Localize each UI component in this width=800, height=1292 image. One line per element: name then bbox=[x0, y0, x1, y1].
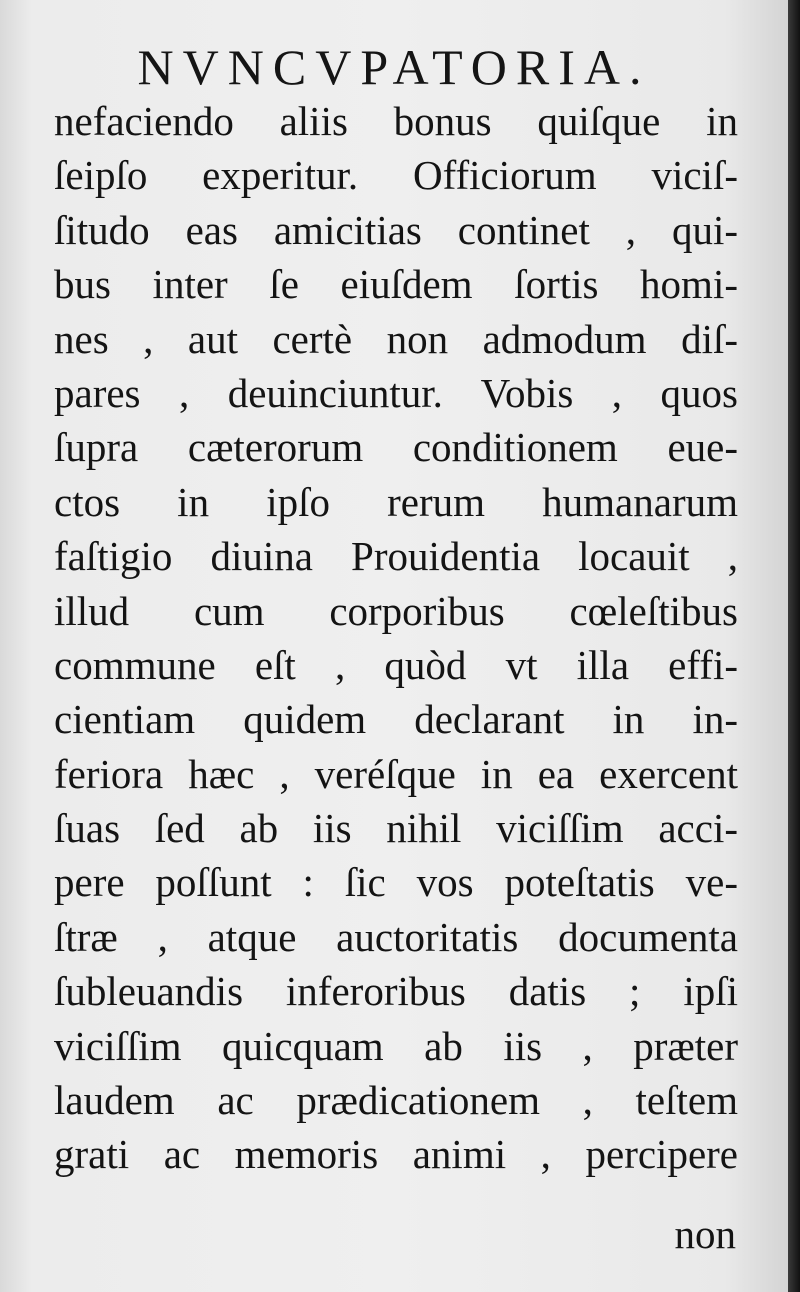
text-line: nes , aut certè non admodum diſ- bbox=[54, 315, 738, 362]
catchword: non bbox=[674, 1211, 736, 1257]
spine-edge bbox=[788, 0, 800, 1292]
text-line: ſitudo eas amicitias continet , qui- bbox=[54, 206, 738, 253]
text-line: illud cum corporibus cœleſtibus bbox=[54, 587, 738, 634]
text-line: ſtræ , atque auctoritatis documenta bbox=[54, 913, 738, 960]
text-line: pares , deuinciuntur. Vobis , quos bbox=[54, 369, 738, 416]
text-line: viciſſim quicquam ab iis , præter bbox=[54, 1022, 738, 1069]
running-head: NVNCVPATORIA. bbox=[137, 39, 651, 95]
text-line: pere poſſunt : ſic vos poteſtatis ve- bbox=[54, 859, 738, 906]
text-line: cientiam quidem declarant in in- bbox=[54, 696, 738, 743]
text-line: laudem ac prædicationem , teſtem bbox=[54, 1077, 738, 1124]
text-line: bus inter ſe eiuſdem ſortis homi- bbox=[54, 261, 738, 308]
text-line: commune eſt , quòd vt illa effi- bbox=[54, 641, 738, 688]
text-line: nefaciendo aliis bonus quiſque in bbox=[54, 98, 738, 144]
text-line: ctos in ipſo rerum humanarum bbox=[54, 478, 738, 525]
body-text bbox=[54, 94, 738, 1182]
text-line: ſuas ſed ab iis nihil viciſſim acci- bbox=[54, 805, 738, 852]
text-line: feriora hæc , veréſque in ea exercent bbox=[54, 750, 738, 797]
text-line: ſupra cæterorum conditionem eue- bbox=[54, 424, 738, 471]
text-line: grati ac memoris animi , percipere bbox=[54, 1131, 738, 1178]
text-line: faſtigio diuina Prouidentia locauit , bbox=[54, 533, 738, 580]
text-line: ſeipſo experitur. Officiorum viciſ- bbox=[54, 152, 738, 199]
text-line: ſubleuandis inferoribus datis ; ipſi bbox=[54, 968, 738, 1015]
